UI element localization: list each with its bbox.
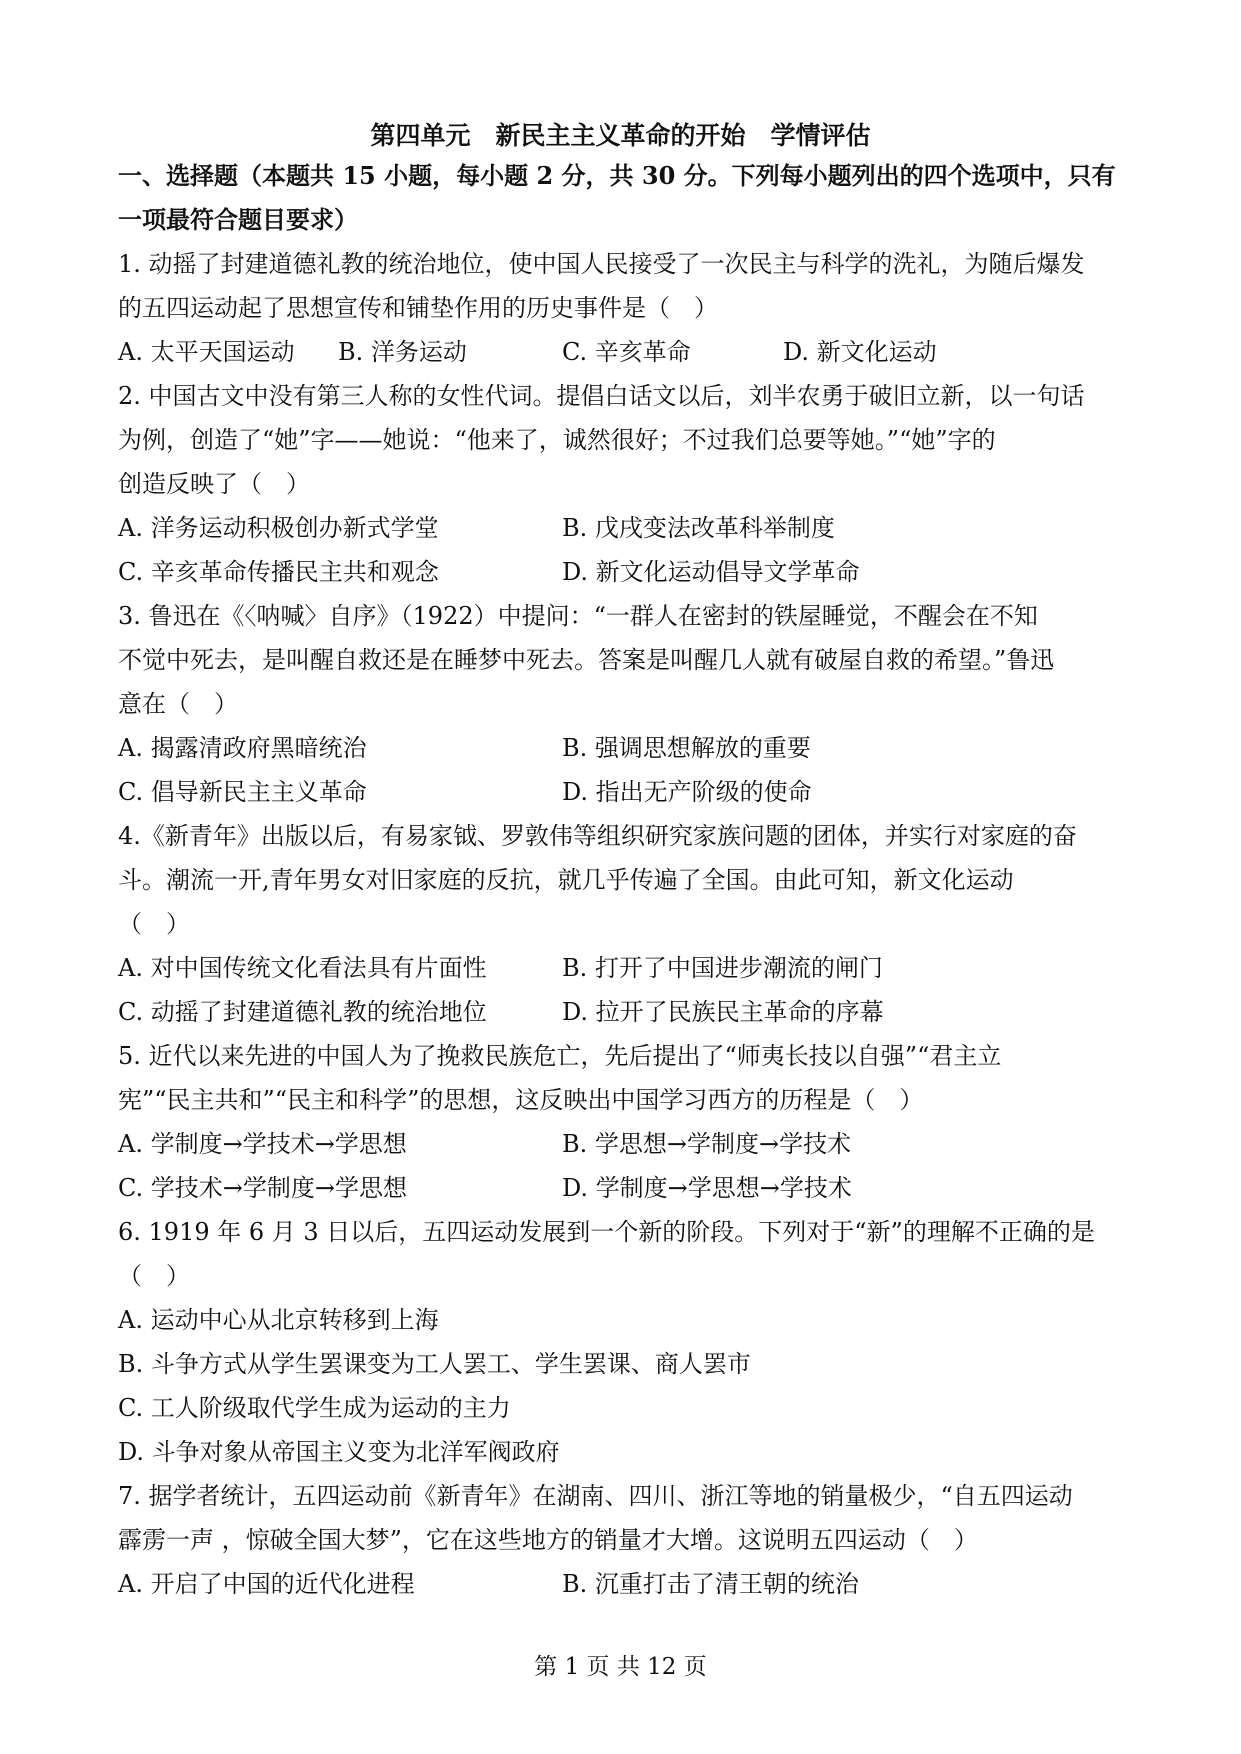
q2-stem-cont2: 创造反映了（ ） [118, 470, 310, 498]
q2-stem-cont: 为例，创造了“她”字——她说：“他来了，诚然很好；不过我们总要等她。”“她”字的 [118, 426, 996, 454]
q4-stem-cont2: （ ） [118, 910, 190, 938]
q5-stem-cont: 宪”“民主共和”“民主和科学”的思想，这反映出中国学习西方的历程是（ ） [118, 1086, 924, 1114]
q6-option-d: D. 斗争对象从帝国主义变为北洋军阀政府 [118, 1438, 560, 1466]
q2-option-c: C. 辛亥革命传播民主共和观念 [118, 558, 439, 586]
section-header-cont: 一项最符合题目要求） [118, 205, 358, 234]
q6-option-a: A. 运动中心从北京转移到上海 [118, 1306, 439, 1334]
q5-option-c: C. 学技术→学制度→学思想 [118, 1174, 407, 1202]
q4-option-d: D. 拉开了民族民主革命的序幕 [562, 998, 884, 1026]
q2-stem: 2. 中国古文中没有第三人称的女性代词。提倡白话文以后，刘半农勇于破旧立新，以一句话 [118, 382, 1085, 410]
q6-stem-cont: （ ） [118, 1262, 190, 1290]
q3-option-b: B. 强调思想解放的重要 [562, 734, 811, 762]
page-title: 第四单元 新民主主义革命的开始 学情评估 [370, 121, 871, 150]
q7-option-b: B. 沉重打击了清王朝的统治 [562, 1570, 859, 1598]
section-header: 一、选择题（本题共 15 小题，每小题 2 分，共 30 分。下列每小题列出的四个选项中，只有 [118, 161, 1116, 190]
q3-stem: 3. 鲁迅在《〈呐喊〉自序》（1922）中提问：“一群人在密封的铁屋睡觉，不醒会在不知 [118, 602, 1038, 630]
q4-stem: 4.《新青年》出版以后，有易家钺、罗敦伟等组织研究家族问题的团体，并实行对家庭的奋 [118, 822, 1077, 850]
q6-stem: 6. 1919 年 6 月 3 日以后，五四运动发展到一个新的阶段。下列对于“新”的理解不正确的是 [118, 1218, 1095, 1246]
page-footer: 第 1 页 共 12 页 [534, 1654, 707, 1680]
q4-option-c: C. 动摇了封建道德礼教的统治地位 [118, 998, 487, 1026]
q6-option-b: B. 斗争方式从学生罢课变为工人罢工、学生罢课、商人罢市 [118, 1350, 751, 1378]
q2-option-a: A. 洋务运动积极创办新式学堂 [118, 514, 439, 542]
q5-stem: 5. 近代以来先进的中国人为了挽救民族危亡，先后提出了“师夷长技以自强”“君主立 [118, 1042, 1002, 1070]
q1-option-a: A. 太平天国运动 [118, 338, 295, 366]
q1-stem-cont: 的五四运动起了思想宣传和铺垫作用的历史事件是（ ） [118, 294, 718, 322]
q5-option-b: B. 学思想→学制度→学技术 [562, 1130, 852, 1158]
q5-option-a: A. 学制度→学技术→学思想 [118, 1130, 407, 1158]
q1-option-c: C. 辛亥革命 [562, 338, 691, 366]
q7-option-a: A. 开启了中国的近代化进程 [118, 1570, 415, 1598]
q1-option-b: B. 洋务运动 [338, 338, 467, 366]
q1-stem: 1. 动摇了封建道德礼教的统治地位，使中国人民接受了一次民主与科学的洗礼，为随后爆发 [118, 250, 1085, 278]
q1-option-d: D. 新文化运动 [783, 338, 937, 366]
q3-option-d: D. 指出无产阶级的使命 [562, 778, 812, 806]
q2-option-d: D. 新文化运动倡导文学革命 [562, 558, 860, 586]
q6-option-c: C. 工人阶级取代学生成为运动的主力 [118, 1394, 511, 1422]
q3-stem-cont2: 意在（ ） [118, 690, 238, 718]
q3-stem-cont: 不觉中死去，是叫醒自救还是在睡梦中死去。答案是叫醒几人就有破屋自救的希望。”鲁迅 [118, 646, 1055, 674]
q4-stem-cont: 斗。潮流一开,青年男女对旧家庭的反抗，就几乎传遍了全国。由此可知，新文化运动 [118, 866, 1014, 894]
q3-option-c: C. 倡导新民主主义革命 [118, 778, 367, 806]
q4-option-a: A. 对中国传统文化看法具有片面性 [118, 954, 487, 982]
q4-option-b: B. 打开了中国进步潮流的闸门 [562, 954, 883, 982]
q3-option-a: A. 揭露清政府黑暗统治 [118, 734, 367, 762]
q2-option-b: B. 戊戌变法改革科举制度 [562, 514, 835, 542]
q7-stem-cont: 霹雳一声 ，惊破全国大梦”，它在这些地方的销量才大增。这说明五四运动（ ） [118, 1526, 978, 1554]
q5-option-d: D. 学制度→学思想→学技术 [562, 1174, 852, 1202]
q7-stem: 7. 据学者统计，五四运动前《新青年》在湖南、四川、浙江等地的销量极少，“自五四运动 [118, 1482, 1073, 1510]
